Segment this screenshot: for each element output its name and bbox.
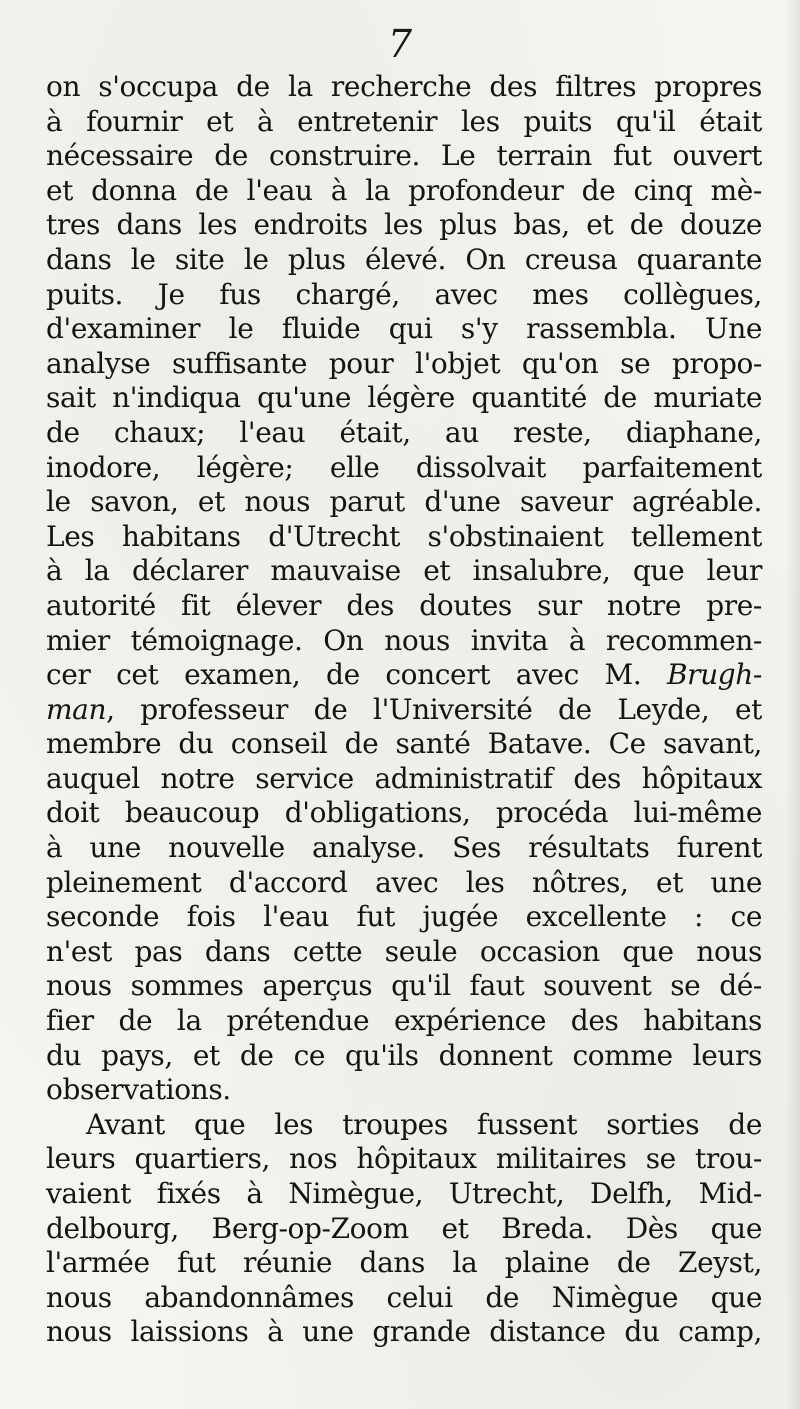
text-line: le savon, et nous parut d'une saveur agréable. [46,485,762,519]
text-line [46,693,762,728]
text-line: membre du conseil de santé Batave. Ce savant, [46,727,762,761]
text-line: nous laissions à une grande distance du camp, [46,1315,762,1349]
page-edge-shadow [786,0,800,1409]
text-line: observations. [46,1073,231,1107]
text-line: du pays, et de ce qu'ils donnent comme leurs [46,1038,762,1072]
text-line: à fournir et à entretenir les puits qu'il était [46,104,762,138]
text-line: pleinement d'accord avec les nôtres, et une [46,865,762,899]
text-line: d'examiner le fluide qui s'y rassembla. Une [46,312,762,346]
text-line: on s'occupa de la recherche des filtres propres [46,70,762,103]
text-line: sait n'indiqua qu'une légère quantité de muriate [46,381,762,415]
text-line: à une nouvelle analyse. Ses résultats furent [46,831,762,865]
text-line: vaient fixés à Nimègue, Utrecht, Delfh, Mid- [46,1177,762,1210]
text-line: auquel notre service administratif des hôpitaux [46,761,762,795]
text-run: cer cet examen, de concert avec M. [46,658,667,692]
text-line: tres dans les endroits les plus bas, et de douze [46,208,762,242]
text-line: de chaux; l'eau était, au reste, diaphane, [46,415,762,449]
text-line: et donna de l'eau à la profondeur de cinq mè- [46,173,762,207]
page-number: 7 [387,22,413,66]
text-line: delbourg, Berg-op-Zoom et Breda. Dès que [46,1211,762,1245]
text-line: Avant que les troupes fussent sorties de [86,1107,762,1141]
text-line: n'est pas dans cette seule occasion que nous [46,934,762,968]
text-line: leurs quartiers, nos hôpitaux militaires se trou- [46,1142,762,1176]
text-line: autorité fit élever des doutes sur notre pre- [46,588,762,622]
text-line: Les habitans d'Utrecht s'obstinaient tellement [46,519,762,553]
text-line: analyse suffisante pour l'objet qu'on se propo- [46,346,762,380]
text-line: mier témoignage. On nous invita à recommen- [46,623,762,657]
body-text [46,70,762,1350]
italic-name: Brugh- [666,658,762,692]
italic-name: man [46,692,107,726]
text-line: doit beaucoup d'obligations, procéda lui-même [46,796,762,830]
text-line: nous abandonnâmes celui de Nimègue que [46,1280,762,1314]
text-line: nécessaire de construire. Le terrain fut ouvert [46,139,762,173]
text-line: seconde fois l'eau fut jugée excellente : ce [46,900,762,934]
text-line: l'armée fut réunie dans la plaine de Zeyst, [46,1246,762,1280]
text-line: dans le site le plus élevé. On creusa quarante [46,242,762,276]
text-line: nous sommes aperçus qu'il faut souvent se dé- [46,969,762,1003]
text-line: puits. Je fus chargé, avec mes collègues, [46,277,762,311]
text-line: à la déclarer mauvaise et insalubre, que leur [46,554,762,588]
text-run: , professeur de l'Université de Leyde, et [106,692,762,726]
text-line: inodore, légère; elle dissolvait parfaitement [46,450,762,484]
text-line: fier de la prétendue expérience des habitans [46,1004,762,1038]
text-line [46,658,762,693]
